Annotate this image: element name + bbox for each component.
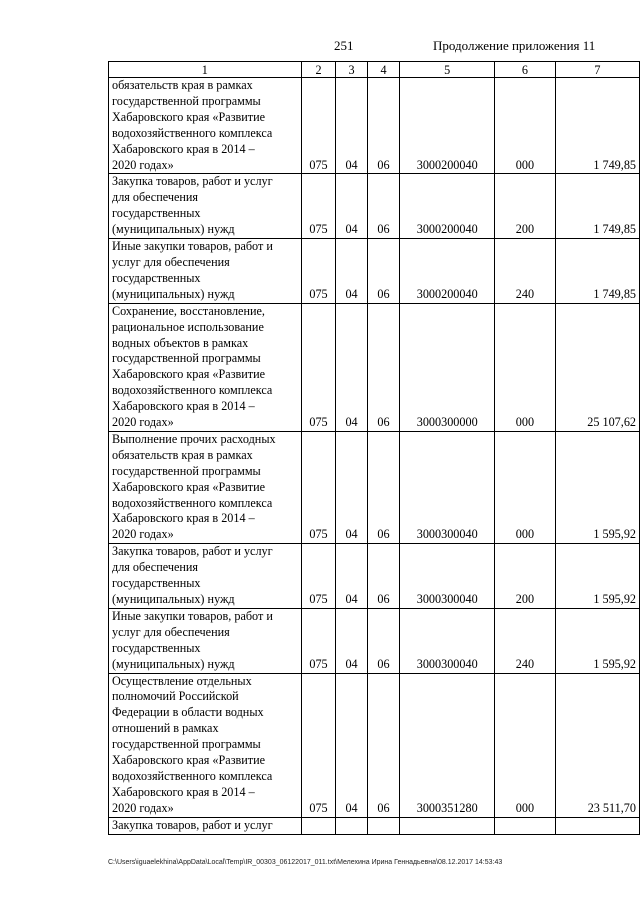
table-row (109, 239, 640, 304)
row-name-line: Сохранение, восстановление, (112, 303, 265, 318)
row-name-cell (109, 174, 302, 239)
column-header: 7 (555, 62, 639, 78)
row-name-line: (муниципальных) нужд (112, 592, 235, 606)
row-name-line: 2020 годах» (112, 157, 174, 172)
amount-cell: 25 107,62 (555, 303, 639, 431)
row-name-line: водохозяйственного комплекса (112, 495, 273, 510)
row-name-line: 2020 годах» (112, 415, 174, 430)
chapter-code-cell: 04 (336, 544, 368, 609)
section-code-cell: 075 (301, 673, 336, 817)
expense-type-cell: 240 (495, 608, 556, 673)
chapter-code-cell: 04 (336, 431, 368, 543)
section-code-cell: 075 (301, 239, 336, 304)
expense-type-cell: 240 (495, 239, 556, 304)
row-name-line: услуг для обеспечения (112, 624, 230, 639)
subchapter-code-cell (367, 817, 399, 834)
row-name-line: Закупка товаров, работ и услуг (112, 817, 273, 832)
amount-cell (555, 817, 639, 834)
expense-type-cell: 000 (495, 78, 556, 174)
row-name-line: водохозяйственного комплекса (112, 125, 273, 140)
chapter-code-cell: 04 (336, 78, 368, 174)
table-row (109, 303, 640, 431)
row-name-line: (муниципальных) нужд (112, 656, 235, 671)
row-name-cell (109, 78, 302, 174)
table-row (109, 817, 640, 834)
row-name-line: обязательств края в рамках (112, 447, 253, 462)
row-name-cell (109, 673, 302, 817)
budget-table (108, 61, 640, 835)
row-name-line: водохозяйственного комплекса (112, 768, 273, 783)
amount-cell: 1 595,92 (555, 431, 639, 543)
target-article-cell: 3000300040 (400, 431, 495, 543)
row-name-line: Хабаровского края в 2014 – (112, 141, 255, 156)
chapter-code-cell (336, 817, 368, 834)
row-name-line: отношений в рамках (112, 721, 219, 736)
target-article-cell: 3000351280 (400, 673, 495, 817)
row-name-line: (муниципальных) нужд (112, 222, 235, 237)
chapter-code-cell: 04 (336, 673, 368, 817)
table-row (109, 608, 640, 673)
table-row (109, 544, 640, 609)
row-name-line: Хабаровского края «Развитие (112, 479, 266, 494)
row-name-line: полномочий Российской (112, 689, 239, 704)
subchapter-code-cell: 06 (367, 673, 399, 817)
row-name-line: обязательств края в рамках (112, 78, 253, 92)
row-name-line: Хабаровского края в 2014 – (112, 511, 255, 526)
row-name-line: Хабаровского края «Развитие (112, 109, 266, 124)
column-header: 6 (495, 62, 556, 78)
row-name-line: государственной программы (112, 93, 261, 108)
row-name-line: Хабаровского края в 2014 – (112, 399, 255, 414)
section-code-cell: 075 (301, 544, 336, 609)
row-name-line: государственных (112, 576, 201, 591)
subchapter-code-cell: 06 (367, 608, 399, 673)
subchapter-code-cell: 06 (367, 239, 399, 304)
column-header: 1 (109, 62, 302, 78)
target-article-cell: 3000200040 (400, 174, 495, 239)
subchapter-code-cell: 06 (367, 174, 399, 239)
row-name-line: Выполнение прочих расходных (112, 431, 276, 446)
row-name-line: водохозяйственного комплекса (112, 383, 273, 398)
page-number: 251 (334, 38, 354, 53)
table-header-row (109, 62, 640, 78)
row-name-cell (109, 431, 302, 543)
column-header: 4 (367, 62, 399, 78)
expense-type-cell: 200 (495, 174, 556, 239)
row-name-line: государственных (112, 270, 201, 285)
row-name-line: Осуществление отдельных (112, 673, 252, 688)
row-name-line: государственной программы (112, 737, 261, 752)
target-article-cell: 3000300040 (400, 544, 495, 609)
amount-cell: 1 749,85 (555, 174, 639, 239)
row-name-line: рациональное использование (112, 319, 264, 334)
section-code-cell: 075 (301, 431, 336, 543)
row-name-cell (109, 303, 302, 431)
row-name-line: 2020 годах» (112, 800, 174, 815)
expense-type-cell: 000 (495, 673, 556, 817)
target-article-cell: 3000300040 (400, 608, 495, 673)
amount-cell: 1 749,85 (555, 78, 639, 174)
table-row (109, 431, 640, 543)
row-name-cell (109, 544, 302, 609)
amount-cell: 1 595,92 (555, 544, 639, 609)
expense-type-cell (495, 817, 556, 834)
footer-path: C:\Users\iguaelekhina\AppData\Local\Temp\IR_00303_06122017_011.txt\Мелехина Ирина Геннадьевна\08.12.2017 14:53:43 (108, 859, 503, 866)
row-name-line: государственной программы (112, 463, 261, 478)
appendix-label: Продолжение приложения 11 (433, 38, 596, 53)
expense-type-cell: 000 (495, 303, 556, 431)
amount-cell: 23 511,70 (555, 673, 639, 817)
subchapter-code-cell: 06 (367, 78, 399, 174)
row-name-cell (109, 239, 302, 304)
row-name-line: государственных (112, 206, 201, 221)
table-row (109, 673, 640, 817)
section-code-cell (301, 817, 336, 834)
row-name-line: Закупка товаров, работ и услуг (112, 174, 273, 189)
row-name-line: Хабаровского края в 2014 – (112, 784, 255, 799)
subchapter-code-cell: 06 (367, 303, 399, 431)
row-name-line: (муниципальных) нужд (112, 286, 235, 301)
table-row (109, 78, 640, 174)
subchapter-code-cell: 06 (367, 544, 399, 609)
chapter-code-cell: 04 (336, 239, 368, 304)
section-code-cell: 075 (301, 303, 336, 431)
section-code-cell: 075 (301, 174, 336, 239)
row-name-line: государственной программы (112, 351, 261, 366)
row-name-line: для обеспечения (112, 560, 199, 575)
amount-cell: 1 749,85 (555, 239, 639, 304)
chapter-code-cell: 04 (336, 303, 368, 431)
table-body (109, 78, 640, 835)
column-header: 5 (400, 62, 495, 78)
amount-cell: 1 595,92 (555, 608, 639, 673)
subchapter-code-cell: 06 (367, 431, 399, 543)
row-name-line: Федерации в области водных (112, 705, 264, 720)
row-name-line: для обеспечения (112, 190, 199, 205)
table-row (109, 174, 640, 239)
chapter-code-cell: 04 (336, 174, 368, 239)
row-name-line: Иные закупки товаров, работ и (112, 608, 273, 623)
expense-type-cell: 000 (495, 431, 556, 543)
row-name-line: Хабаровского края «Развитие (112, 367, 266, 382)
section-code-cell: 075 (301, 78, 336, 174)
target-article-cell (400, 817, 495, 834)
row-name-line: водных объектов в рамках (112, 335, 249, 350)
column-header: 2 (301, 62, 336, 78)
column-header: 3 (336, 62, 368, 78)
row-name-line: Хабаровского края «Развитие (112, 753, 266, 768)
row-name-line: Закупка товаров, работ и услуг (112, 544, 273, 559)
row-name-cell (109, 817, 302, 834)
expense-type-cell: 200 (495, 544, 556, 609)
row-name-line: государственных (112, 640, 201, 655)
row-name-line: услуг для обеспечения (112, 254, 230, 269)
row-name-line: 2020 годах» (112, 527, 174, 542)
row-name-cell (109, 608, 302, 673)
target-article-cell: 3000200040 (400, 78, 495, 174)
section-code-cell: 075 (301, 608, 336, 673)
row-name-line: Иные закупки товаров, работ и (112, 239, 273, 254)
chapter-code-cell: 04 (336, 608, 368, 673)
target-article-cell: 3000200040 (400, 239, 495, 304)
target-article-cell: 3000300000 (400, 303, 495, 431)
